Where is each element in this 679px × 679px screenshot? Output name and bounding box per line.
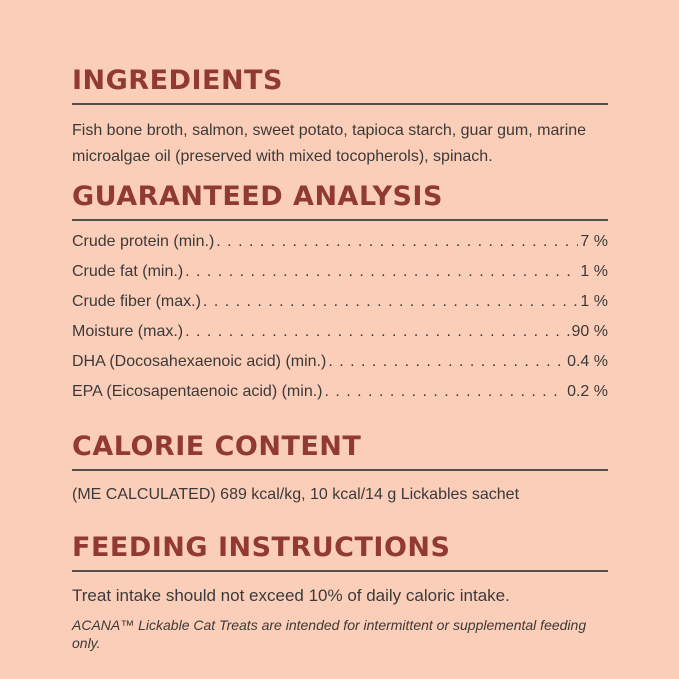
analysis-row-crude-fiber (72, 293, 608, 323)
calorie-content-body: (ME CALCULATED) 689 kcal/kg, 10 kcal/14 g Lickables sachet (72, 486, 520, 503)
row-label: Crude protein (min.) (72, 233, 215, 250)
calorie-content-divider (72, 469, 608, 471)
feeding-instructions-body: Treat intake should not exceed 10% of daily caloric intake. (72, 586, 510, 605)
guaranteed-analysis-title: GUARANTEED ANALYSIS (72, 181, 443, 212)
row-label: DHA (Docosahexaenoic acid) (min.) (72, 353, 327, 370)
section-guaranteed-analysis (72, 183, 608, 413)
analysis-row-dha (72, 353, 608, 383)
section-feeding-instructions (72, 534, 608, 652)
analysis-row-crude-protein (72, 233, 608, 263)
calorie-content-title: CALORIE CONTENT (72, 431, 362, 462)
row-label: Crude fiber (max.) (72, 293, 201, 310)
feeding-instructions-divider (72, 570, 608, 572)
feeding-instructions-note: ACANA™ Lickable Cat Treats are intended for intermittent or supplemental feeding only. (72, 617, 587, 651)
analysis-row-epa (72, 383, 608, 413)
row-value: 90 % (571, 323, 608, 340)
guaranteed-analysis-table (72, 233, 608, 413)
ingredients-body: Fish bone broth, salmon, sweet potato, tapioca starch, guar gum, marine microalgae oil (preserved with mixed tocopherols), spinach. (72, 122, 587, 165)
row-value: 0.4 % (567, 353, 608, 370)
analysis-row-crude-fat (72, 263, 608, 293)
section-ingredients (72, 67, 608, 170)
dot-leader (185, 263, 578, 281)
analysis-row-moisture (72, 323, 608, 353)
guaranteed-analysis-divider (72, 219, 608, 221)
dot-leader (324, 383, 565, 401)
row-value: 7 % (580, 233, 608, 250)
dot-leader (216, 233, 578, 251)
feeding-instructions-title: FEEDING INSTRUCTIONS (72, 532, 451, 563)
dot-leader (328, 353, 565, 371)
dot-leader (185, 323, 569, 341)
row-value: 1 % (580, 263, 608, 280)
dot-leader (203, 293, 579, 311)
row-label: EPA (Eicosapentaenoic acid) (min.) (72, 383, 323, 400)
row-label: Crude fat (min.) (72, 263, 184, 280)
ingredients-divider (72, 103, 608, 105)
ingredients-title: INGREDIENTS (72, 65, 283, 96)
section-calorie-content (72, 433, 608, 506)
row-value: 0.2 % (567, 383, 608, 400)
row-value: 1 % (580, 293, 608, 310)
row-label: Moisture (max.) (72, 323, 184, 340)
